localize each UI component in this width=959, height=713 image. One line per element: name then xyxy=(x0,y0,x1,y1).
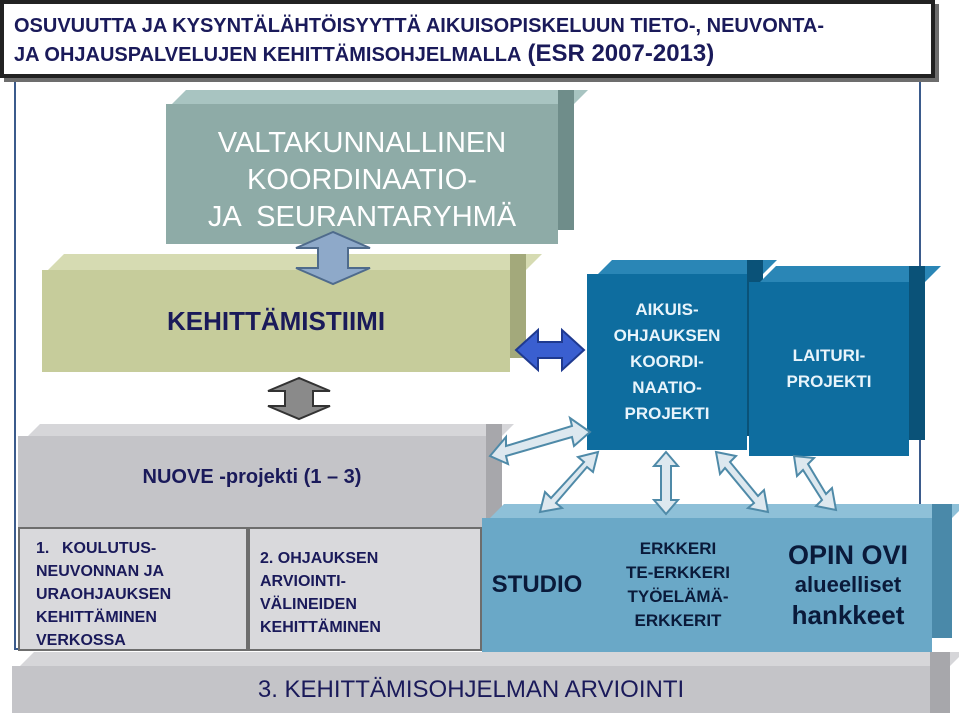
sub1-number: 1. xyxy=(36,540,50,557)
title-line-2: JA OHJAUSPALVELUJEN KEHITTÄMISOHJELMALLA xyxy=(14,44,522,66)
laituri-line-2: PROJEKTI xyxy=(786,372,872,391)
arviointi-label: 3. KEHITTÄMISOHJELMAN ARVIOINTI xyxy=(257,675,685,703)
sub1-line-5: VERKOSSA xyxy=(36,632,126,649)
opin-line-3: hankkeet xyxy=(791,600,905,630)
valtakunnallinen-line-3: JA SEURANTARYHMÄ xyxy=(207,200,517,233)
valtakunnallinen-line-1: VALTAKUNNALLINEN xyxy=(217,126,507,159)
aikuisohjaus-line-1: AIKUIS- xyxy=(635,300,699,319)
valtakunnallinen-line-2: KOORDINAATIO- xyxy=(247,163,477,196)
erkkeri-line-4: ERKKERIT xyxy=(634,611,722,630)
nuove-label: NUOVE -projekti (1 – 3) xyxy=(142,466,362,488)
arrow-aikus-erkkeri xyxy=(654,452,678,514)
arrow-aikus-nuove xyxy=(490,418,590,464)
aikuisohjaus-line-3: KOORDI- xyxy=(630,352,704,371)
sub2-line-3: VÄLINEIDEN xyxy=(260,596,357,613)
arrow-valta-kehit xyxy=(296,232,370,284)
studio-label: STUDIO xyxy=(491,571,583,598)
opin-line-2: alueelliset xyxy=(794,572,902,597)
sub2-line-2: ARVIOINTI- xyxy=(260,573,346,590)
sub1-line-4: KEHITTÄMINEN xyxy=(36,609,157,626)
arrow-kehit-nuove xyxy=(268,378,330,419)
sub2-line-4: KEHITTÄMINEN xyxy=(260,619,381,636)
laituri-line-1: LAITURI- xyxy=(792,346,866,365)
diagonal-arrows xyxy=(490,418,836,514)
opin-line-1: OPIN OVI xyxy=(787,540,909,570)
aikuisohjaus-line-4: NAATIO- xyxy=(632,378,702,397)
erkkeri-line-3: TYÖELÄMÄ- xyxy=(627,587,729,606)
aikuisohjaus-line-2: OHJAUKSEN xyxy=(613,326,721,345)
title-line-1: OSUVUUTTA JA KYSYNTÄLÄHTÖISYYTTÄ AIKUISOPISKELUUN TIETO-, NEUVONTA- xyxy=(14,15,825,37)
sub1-line-3: URAOHJAUKSEN xyxy=(36,586,172,603)
arrow-aikus-studio xyxy=(540,452,598,512)
aikuisohjaus-line-5: PROJEKTI xyxy=(624,404,710,423)
sub1-line-1: KOULUTUS- xyxy=(62,540,157,557)
arrow-laituri-opin xyxy=(794,456,836,510)
arrow-laituri-erkkeri xyxy=(716,452,768,512)
arrow-kehit-aikus xyxy=(516,330,584,370)
kehittamistiimi-label: KEHITTÄMISTIIMI xyxy=(166,305,386,336)
sub2-line-1: 2. OHJAUKSEN xyxy=(260,550,379,567)
erkkeri-line-2: TE-ERKKERI xyxy=(626,563,730,582)
title-period: (ESR 2007-2013) xyxy=(527,40,715,67)
erkkeri-line-1: ERKKERI xyxy=(639,539,717,558)
sub1-line-2: NEUVONNAN JA xyxy=(36,563,165,580)
